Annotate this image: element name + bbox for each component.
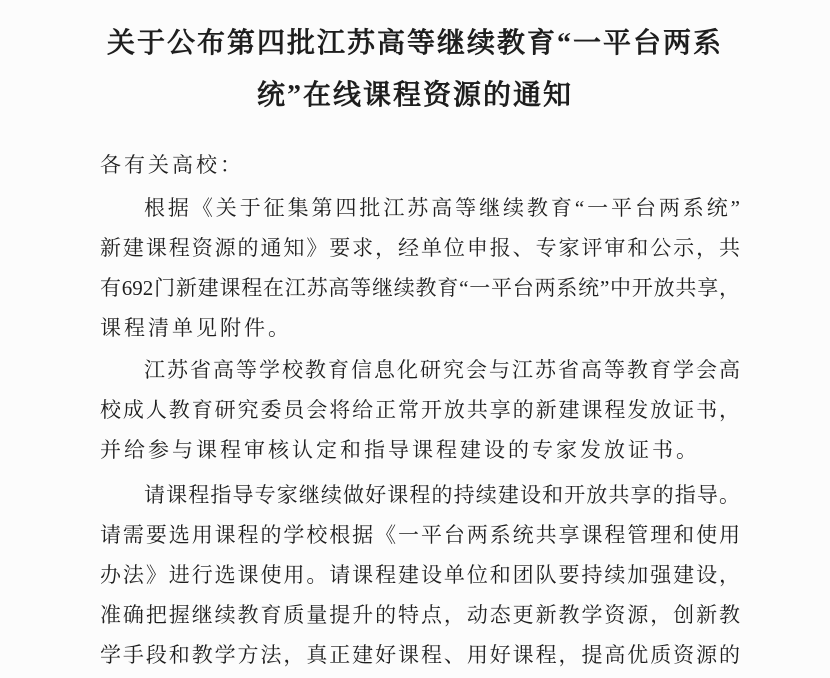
paragraph-3-line-5: 学手段和教学方法，真正建好课程、用好课程，提高优质资源的 xyxy=(100,643,740,667)
notice-body xyxy=(100,145,740,675)
paragraph-2-line-3: 并给参与课程审核认定和指导课程建设的专家发放证书。 xyxy=(100,438,700,462)
paragraph-3-line-2: 请需要选用课程的学校根据《一平台两系统共享课程管理和使用 xyxy=(100,523,740,547)
paragraph-3-line-1: 请课程指导专家继续做好课程的持续建设和开放共享的指导。 xyxy=(144,483,740,507)
paragraph-3-line-4: 准确把握继续教育质量提升的特点，动态更新教学资源，创新教 xyxy=(100,603,740,627)
paragraph-3 xyxy=(100,475,740,675)
paragraph-3-line-3: 办法》进行选课使用。请课程建设单位和团队要持续加强建设， xyxy=(100,563,740,587)
paragraph-1 xyxy=(100,188,740,348)
paragraph-2-line-2: 校成人教育研究委员会将给正常开放共享的新建课程发放证书， xyxy=(100,398,740,422)
paragraph-1-line-2: 新建课程资源的通知》要求，经单位申报、专家评审和公示，共 xyxy=(100,236,740,260)
notice-title-line-1: 关于公布第四批江苏高等继续教育“一平台两系 xyxy=(106,28,723,59)
notice-title xyxy=(0,18,830,122)
paragraph-2 xyxy=(100,350,740,470)
notice-title-line-2: 统”在线课程资源的通知 xyxy=(256,80,573,111)
paragraph-1-line-1: 根据《关于征集第四批江苏高等继续教育“一平台两系统” xyxy=(144,196,740,220)
paragraph-1-line-3: 有692门新建课程在江苏高等继续教育“一平台两系统”中开放共享， xyxy=(100,276,740,300)
salutation: 各有关高校： xyxy=(100,153,244,177)
paragraph-2-line-1: 江苏省高等学校教育信息化研究会与江苏省高等教育学会高 xyxy=(144,358,740,382)
paragraph-1-line-4: 课程清单见附件。 xyxy=(100,316,292,340)
